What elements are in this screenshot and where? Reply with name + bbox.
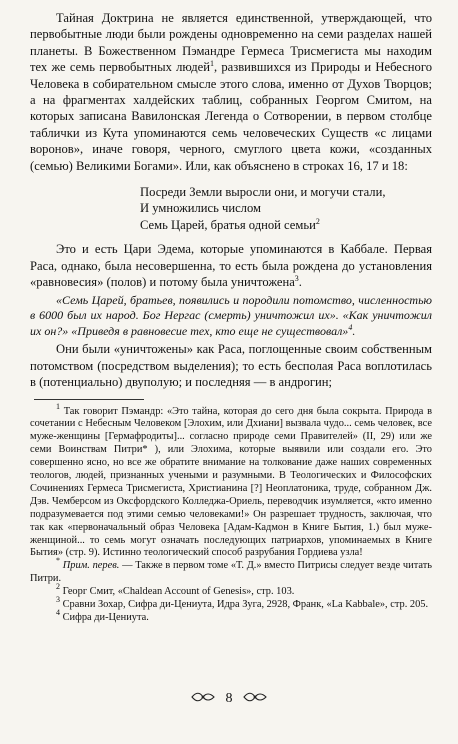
paragraph-2: Это и есть Цари Эдема, которые упоминаются в Каббале. Первая Раса, однако, была несовершенна, то есть была рождена до установления «равновесия» (полов) и потому была уничтожена$^3$. — [30, 242, 432, 290]
paragraph-1-text-a: Тайная Доктрина не является единственной, утверждающей, что первобытные люди были рождены одновременно на семи разделах нашей планеты. В Божественном Пэмандре Гермеса Трисмегиста мы находим тех же семь первобытных людей — [30, 11, 432, 75]
footnote-4 — [30, 608, 432, 625]
footnote-2 — [30, 582, 432, 599]
footnote-divider — [34, 399, 144, 400]
footnote-star — [30, 556, 432, 586]
verse-line-3 — [140, 217, 432, 233]
fleuron-right-icon — [242, 691, 268, 707]
italic-quote-text: «Семь Царей, братьев, появились и породили потомство, численностью в 6000 был их народ. Бог Нергас (смерть) уничтожил их». «Как уничтожил их он?» «Приведя в равновесие тех, кто еще не существовал» — [30, 292, 432, 338]
footnote-4-mark: 4 — [56, 608, 60, 617]
footnote-star-mark: * — [56, 556, 60, 566]
verse-line-1: Посреди Земли выросли они, и могучи стали, — [140, 185, 386, 200]
footnote-2-text: Георг Смит, «Chaldean Account of Genesis», стр. 103. — [62, 586, 295, 598]
paragraph-2-text: Это и есть Цари Эдема, которые упоминаются в Каббале. Первая Раса, однако, была несовершенна, то есть была рождена до установления «равновесия» (полов) и потому была уничтожена — [30, 242, 432, 290]
paragraph-3: Они были «уничтожены» как Раса, поглощенные своим собственным потомством (посредством выделения); то есть бесполая Раса воплотилась в (потенциально) двуполую; и последняя — в андрогин; — [30, 342, 432, 390]
footnote-ref-4: 4 — [348, 322, 353, 332]
footnote-3 — [30, 595, 432, 612]
verse-line-2: И умножились числом — [140, 201, 261, 216]
paragraph-1-text-b: , развившихся из Природы и Небесного Человека в собирательном смысле этого слова, именно от Духов Творцов; а на фрагментах халдейских таблиц, собранных Георгом Смитом, на которых записана Вавилонская Легенда о Сотворении, в первом столбце таблички из Кута упоминаются семь человеческих Существ «с лицами воронов», иначе говоря, черного, смуглого цвета кожи, «созданных (семью) Великими Богами». Или, как объяснено в строках 16, 17 и 18: — [30, 60, 432, 173]
footnote-ref-2: 2 — [315, 216, 320, 226]
paragraph-1 — [30, 10, 432, 174]
footnote-1-mark: 1 — [56, 401, 60, 411]
verse-block — [140, 184, 432, 233]
page-footer — [0, 690, 458, 707]
footnote-3-text: Сравни Зохар, Сифра ди-Цениута, Идра Зуга, 2928, Франк, «La Kabbale», стр. 205. — [62, 599, 429, 611]
footnote-2-mark: 2 — [56, 582, 60, 592]
fleuron-left-icon — [190, 691, 216, 707]
footnote-3-mark: 3 — [56, 595, 60, 605]
footnote-ref-1: 1 — [209, 59, 214, 69]
footnote-star-text: — Также в первом томе «Т. Д.» вместо Питрисы следует везде читать Питри. — [30, 560, 432, 585]
footnote-4-text: Сифра ди-Цениута. — [62, 612, 149, 623]
verse-line-3-text: Семь Царей, братья одной семьи — [140, 217, 316, 232]
page-number: 8 — [225, 691, 233, 707]
footnote-1 — [30, 401, 432, 561]
footnote-1-text: Так говорит Пэмандр: «Это тайна, которая до сего дня была сокрыта. Природа в сочетании с Небесным Человеком [Элохим, или Дхиани] вызвала чудо... семь человек, все муже-женщины [Гермафродиты]... согласно природе семи Правителей» (II, 29) или же семи Воинствам Питри* ), или Элохима, которые выявили или создали его. Это совершенно ясно, но все же обратите внимание на толкование даже наших современных теологов, людей, признанных учеными и разумными. В Теологических и Философских Сочинениях Гермеса Трисмегиста, Христианина [?] Неоплатоника, труде, собранном Дж. Дэв. Чемберсом из Оксфордского Колледжа-Ориель, переводчик изумляется, «кто именно подразумевается под этими семью человеками!» Он разрешает трудность, заключая, что так как «первоначальный образ Человека [Адам-Кадмон в Книге Бытия, 1.) был муже-женщиной... то семь могут означать последующих патриархов, упоминаемых в Книге Бытия» (стр. 9). Истинно теологический способ разрубания Гордиева узла! — [30, 405, 432, 559]
footnote-ref-3: 3 — [294, 274, 299, 284]
footnote-star-label: Прим. перев. — [62, 560, 120, 572]
italic-quote: «Семь Царей, братьев, появились и породили потомство, численностью в 6000 был их народ. Бог Нергас (смерть) уничтожил их». «Как уничтожил их он?» «Приведя в равновесие тех, кто еще не существовал»$^4$. — [30, 292, 432, 338]
